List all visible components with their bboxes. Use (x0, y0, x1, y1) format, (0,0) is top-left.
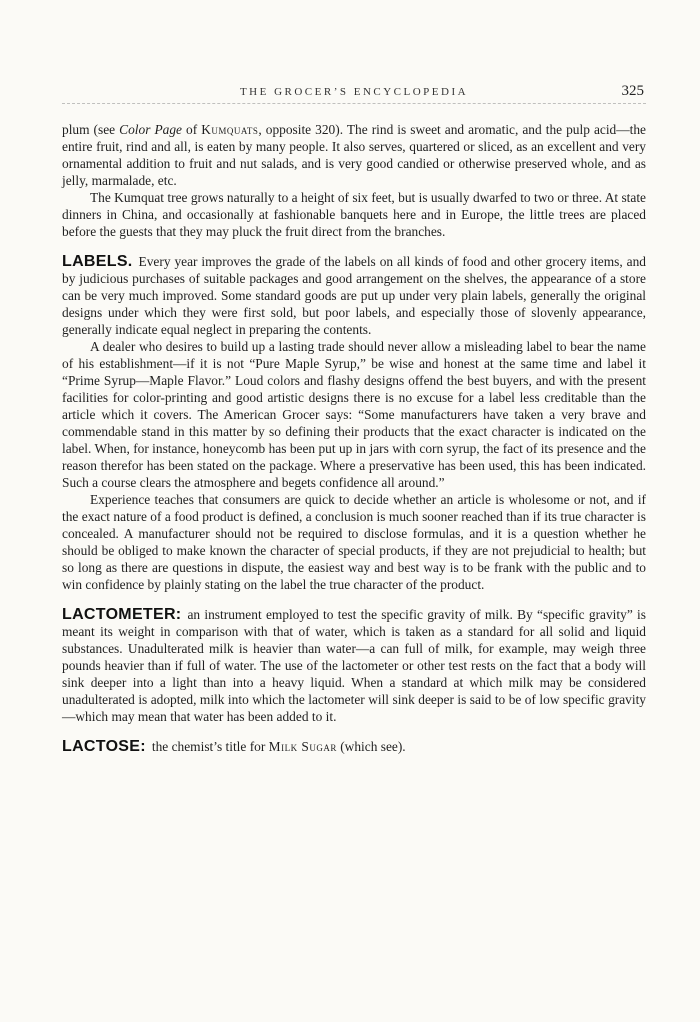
kumquats-ref: Kumquats (201, 122, 259, 137)
labels-term: LABELS. (62, 253, 133, 270)
page-body (62, 121, 646, 755)
lactometer-term: LACTOMETER: (62, 606, 182, 623)
header-rule (62, 103, 646, 104)
page-header (62, 83, 646, 106)
page-number: 325 (621, 83, 644, 99)
running-title: THE GROCER’S ENCYCLOPEDIA (239, 86, 469, 98)
color-page-ref: Color Page (119, 122, 182, 137)
kumquat-paragraph-1: plum (see Color Page of Kumquats, opposite 320). The rind is sweet and aromatic, and the pulp acid—the entire fruit, rind and all, is eaten by many people. It also serves, quartered or sliced, as an excellent and very ornamental addition to fruit and nut salads, and is very good candied or otherwise preserved whole, and as jelly, marmalade, etc. (62, 122, 646, 188)
lactose-term: LACTOSE: (62, 738, 146, 755)
lactometer-entry: LACTOMETER: an instrument employed to test the specific gravity of milk. By “specific gravity” is meant its weight in comparison with that of water, which is taken as a standard for all solid and liquid substances. Unadulterated milk is heavier than water—a can full of milk, for example, may weigh three pounds heavier than if full of water. The use of the lactometer or other test rests on the fact that a body will sink deeper into a light than into a heavy liquid. When a standard at which milk may be considered unadulterated is adopted, milk into which the lactometer will sink deeper is said to be of low specific gravity—which may mean that water has been added to it. (62, 606, 646, 724)
lactose-entry: LACTOSE: the chemist’s title for Milk Sugar (which see). (62, 738, 406, 755)
labels-paragraph-2: A dealer who desires to build up a lasting trade should never allow a misleading label to bear the name of his establishment—if it is not “Pure Maple Syrup,” be wise and honest at the same time and label it “Prime Syrup—Maple Flavor.” Loud colors and flashy designs offend the best buyers, and with the present facilities for color-printing and good artistic designs there is no excuse for a label less creditable than the article which it covers. The American Grocer says: “Some manufacturers have taken a very brave and commendable stand in this matter by so defining their products that the exact character is indicated on the label. When, for instance, honeycomb has been put up in jars with corn syrup, the fact of its presence and the reason therefor has been stated on the package. Where a preservative has been used, this has been indicated. Such a course clears the atmosphere and begets confidence all around.” (62, 339, 646, 490)
labels-entry: LABELS. Every year improves the grade of the labels on all kinds of food and other grocery items, and by judicious purchases of suitable packages and good arrangement on the shelves, the appearance of a store can be very much improved. Some standard goods are put up under very plain labels, generally the original designs under which they were first sold, but poor labels, and especially those of slovenly appearance, generally indicate equal neglect in preparing the contents. (62, 253, 646, 337)
kumquat-paragraph-2: The Kumquat tree grows naturally to a height of six feet, but is usually dwarfed to two or three. At state dinners in China, and occasionally at fashionable banquets here and in Europe, the little trees are placed before the guests that they may pluck the fruit direct from the branches. (62, 190, 646, 239)
milk-sugar-ref: Milk Sugar (268, 739, 337, 754)
labels-paragraph-3: Experience teaches that consumers are quick to decide whether an article is wholesome or not, and if the exact nature of a food product is defined, a conclusion is much sooner reached than if its true character is concealed. A manufacturer should not be required to disclose formulas, and it is a question whether he should be obliged to make known the character of special products, if they are not prejudicial to health; but so long as there are questions in dispute, the easiest way and best way is to be frank with the public and to win confidence by plainly stating on the label the true character of the product. (62, 492, 646, 592)
